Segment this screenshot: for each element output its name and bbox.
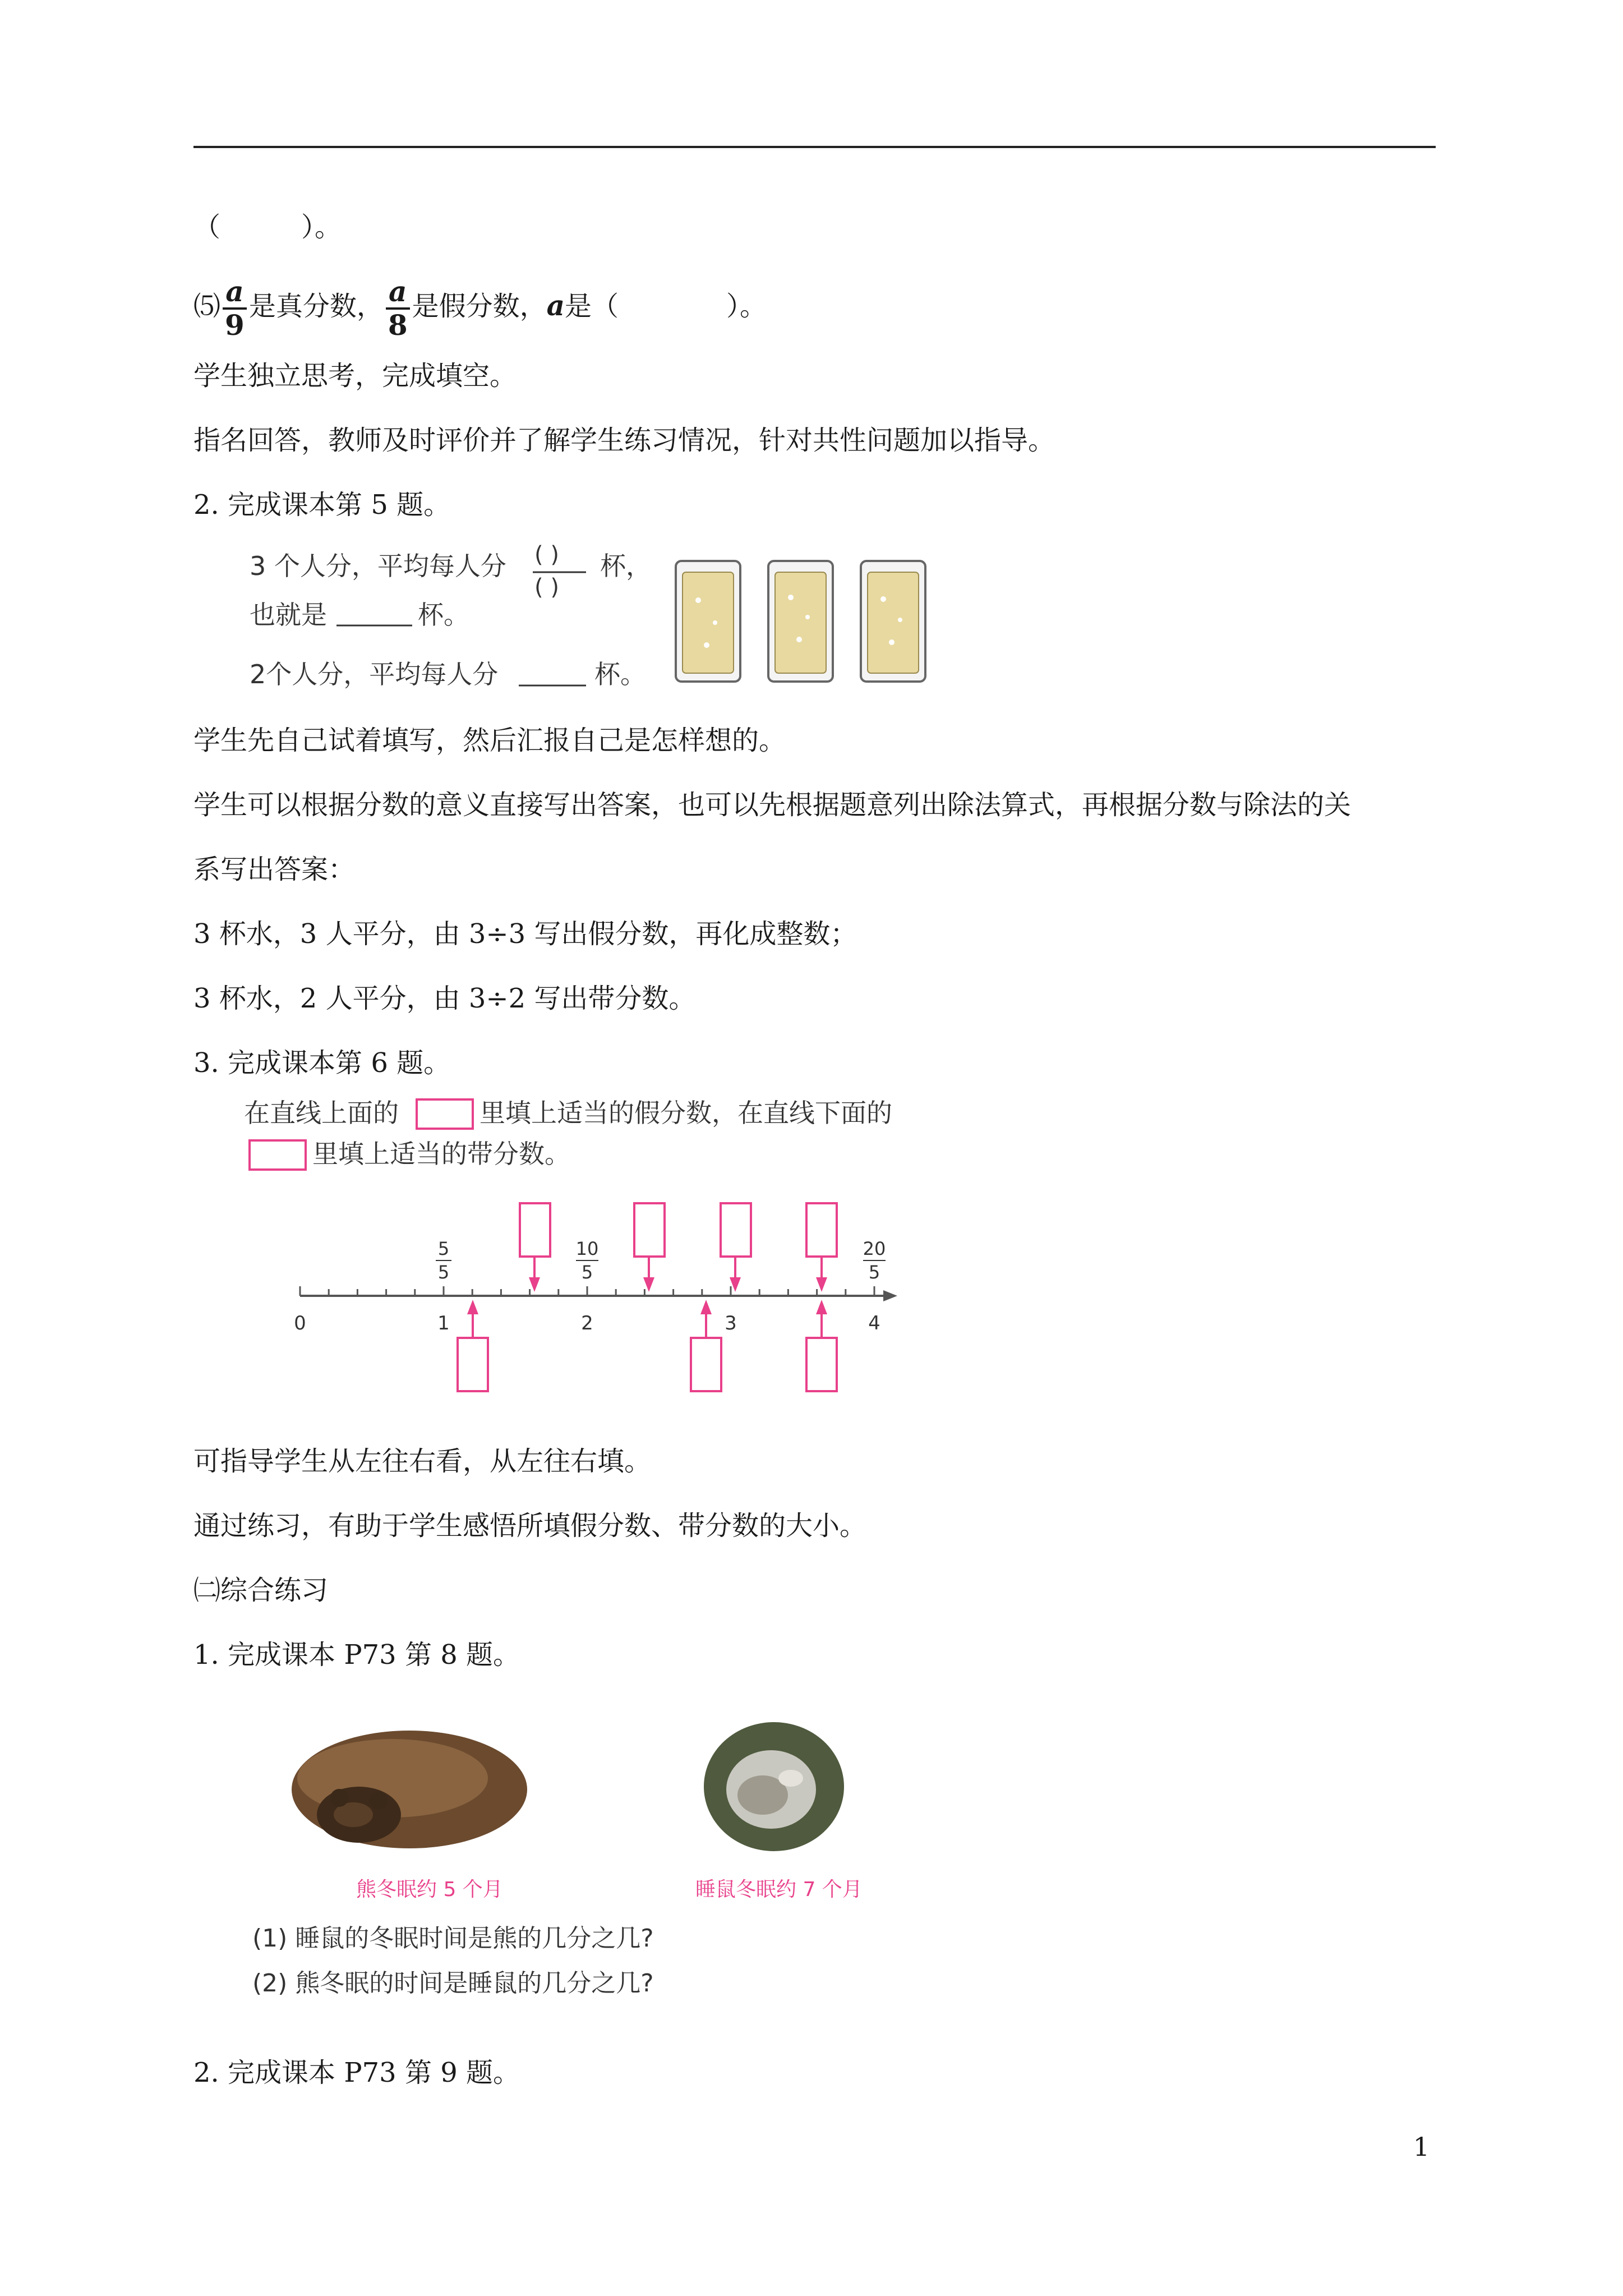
paragraph: 系写出答案：: [193, 854, 356, 885]
tick-label-0: 0: [294, 1312, 306, 1335]
fraction-a-over-8: [386, 276, 410, 341]
fraction-label-5-5: [436, 1238, 451, 1283]
exercise-heading: 2. 完成课本第 5 题。: [193, 489, 451, 521]
sample-box-icon: [417, 1099, 473, 1129]
answer-box-above[interactable]: [634, 1203, 665, 1292]
paragraph: 3 杯水，3 人平分，由 3÷3 写出假分数，再化成整数；: [193, 918, 857, 950]
numerator: a: [223, 276, 247, 310]
text-improper: 是假分数，: [412, 291, 547, 322]
denominator: 8: [388, 308, 408, 342]
question-5: [193, 264, 767, 348]
dormouse-image: [704, 1722, 844, 1851]
numberline-instruction-1b: 里填上适当的假分数，在直线下面的: [479, 1098, 892, 1128]
text-blank: 是（ ）。: [565, 291, 767, 322]
denominator: 9: [225, 308, 245, 342]
figure-animals: [241, 1717, 942, 2008]
bear-caption: 熊冬眠约 5 个月: [356, 1878, 503, 1901]
bear-image: [292, 1731, 527, 1848]
denominator: 5: [581, 1262, 593, 1283]
tick-marks: [300, 1286, 874, 1296]
exercise-heading: 2. 完成课本 P73 第 9 题。: [193, 2057, 520, 2088]
cups-line1-a: 3 个人分，平均每人分: [250, 551, 506, 581]
fraction-label-20-5: [863, 1238, 886, 1283]
cup-icon: [861, 561, 925, 682]
question-number: ⑸: [193, 291, 221, 322]
answer-box-below[interactable]: [458, 1300, 488, 1391]
tick-label-1: 1: [437, 1312, 450, 1335]
numberline-instruction-2: 里填上适当的带分数。: [312, 1139, 570, 1169]
numerator: 5: [437, 1238, 450, 1259]
arrow-up-icon: [467, 1300, 478, 1314]
numerator: a: [386, 276, 410, 310]
cup-icon: [768, 561, 833, 682]
paragraph: 学生先自己试着填写，然后汇报自己是怎样想的。: [193, 725, 786, 756]
exercise-heading: 3. 完成课本第 6 题。: [193, 1047, 451, 1079]
numerator: 10: [575, 1238, 599, 1259]
numerator: 20: [863, 1238, 886, 1259]
fraction-label-10-5: [576, 1238, 599, 1283]
dormouse-caption: 睡鼠冬眠约 7 个月: [695, 1878, 863, 1901]
page-number: 1: [1413, 2132, 1430, 2162]
answer-box-below[interactable]: [691, 1300, 721, 1391]
animal-question-2: (2) 熊冬眠的时间是睡鼠的几分之几?: [252, 1969, 654, 1998]
answer-box-below[interactable]: [806, 1300, 837, 1391]
paragraph: 指名回答，教师及时评价并了解学生练习情况，针对共性问题加以指导。: [193, 425, 1055, 456]
exercise-heading: 1. 完成课本 P73 第 8 题。: [193, 1639, 520, 1671]
section-heading: ㈡综合练习: [193, 1575, 329, 1606]
denominator: 5: [437, 1262, 450, 1283]
denominator: 5: [868, 1262, 880, 1283]
tick-label-3: 3: [725, 1312, 737, 1335]
arrow-up-icon: [700, 1300, 712, 1314]
axis-arrow-icon: [883, 1290, 897, 1301]
answer-box-above[interactable]: [721, 1203, 751, 1292]
answer-box-above[interactable]: [806, 1203, 837, 1292]
cups-line2-a: 也就是: [250, 600, 327, 630]
numberline-instruction-1a: 在直线上面的: [244, 1098, 399, 1128]
paragraph: 3 杯水，2 人平分，由 3÷2 写出带分数。: [193, 983, 696, 1014]
figure-cups: [244, 539, 945, 696]
arrow-up-icon: [816, 1300, 827, 1314]
fraction-a-over-9: [223, 276, 247, 341]
cups-line3-b: 杯。: [594, 659, 646, 689]
animal-question-1: (1) 睡鼠的冬眠时间是熊的几分之几?: [252, 1924, 654, 1953]
cups-frac-den: ( ): [534, 574, 559, 600]
cups-line3-a: 2个人分，平均每人分: [250, 659, 499, 689]
cups-line2-b: 杯。: [418, 600, 469, 630]
tick-label-4: 4: [868, 1312, 880, 1335]
figure-number-line: [238, 1091, 967, 1405]
cups-line1-b: 杯，: [600, 551, 652, 581]
sample-box-icon: [250, 1140, 306, 1170]
text-proper: 是真分数，: [248, 291, 384, 322]
answer-box-above[interactable]: [520, 1203, 550, 1292]
paragraph: 通过练习，有助于学生感悟所填假分数、带分数的大小。: [193, 1510, 867, 1542]
blank-line: （ ）。: [193, 211, 342, 243]
paragraph: 学生可以根据分数的意义直接写出答案，也可以先根据题意列出除法算式，再根据分数与除法的关: [193, 789, 1352, 821]
header-rule: [193, 146, 1436, 148]
cups-frac-num: ( ): [534, 542, 559, 568]
tick-label-2: 2: [581, 1312, 593, 1335]
variable-a: a: [546, 289, 565, 322]
paragraph: 学生独立思考，完成填空。: [193, 360, 517, 392]
paragraph: 可指导学生从左往右看，从左往右填。: [193, 1446, 652, 1477]
cup-icon: [676, 561, 740, 682]
